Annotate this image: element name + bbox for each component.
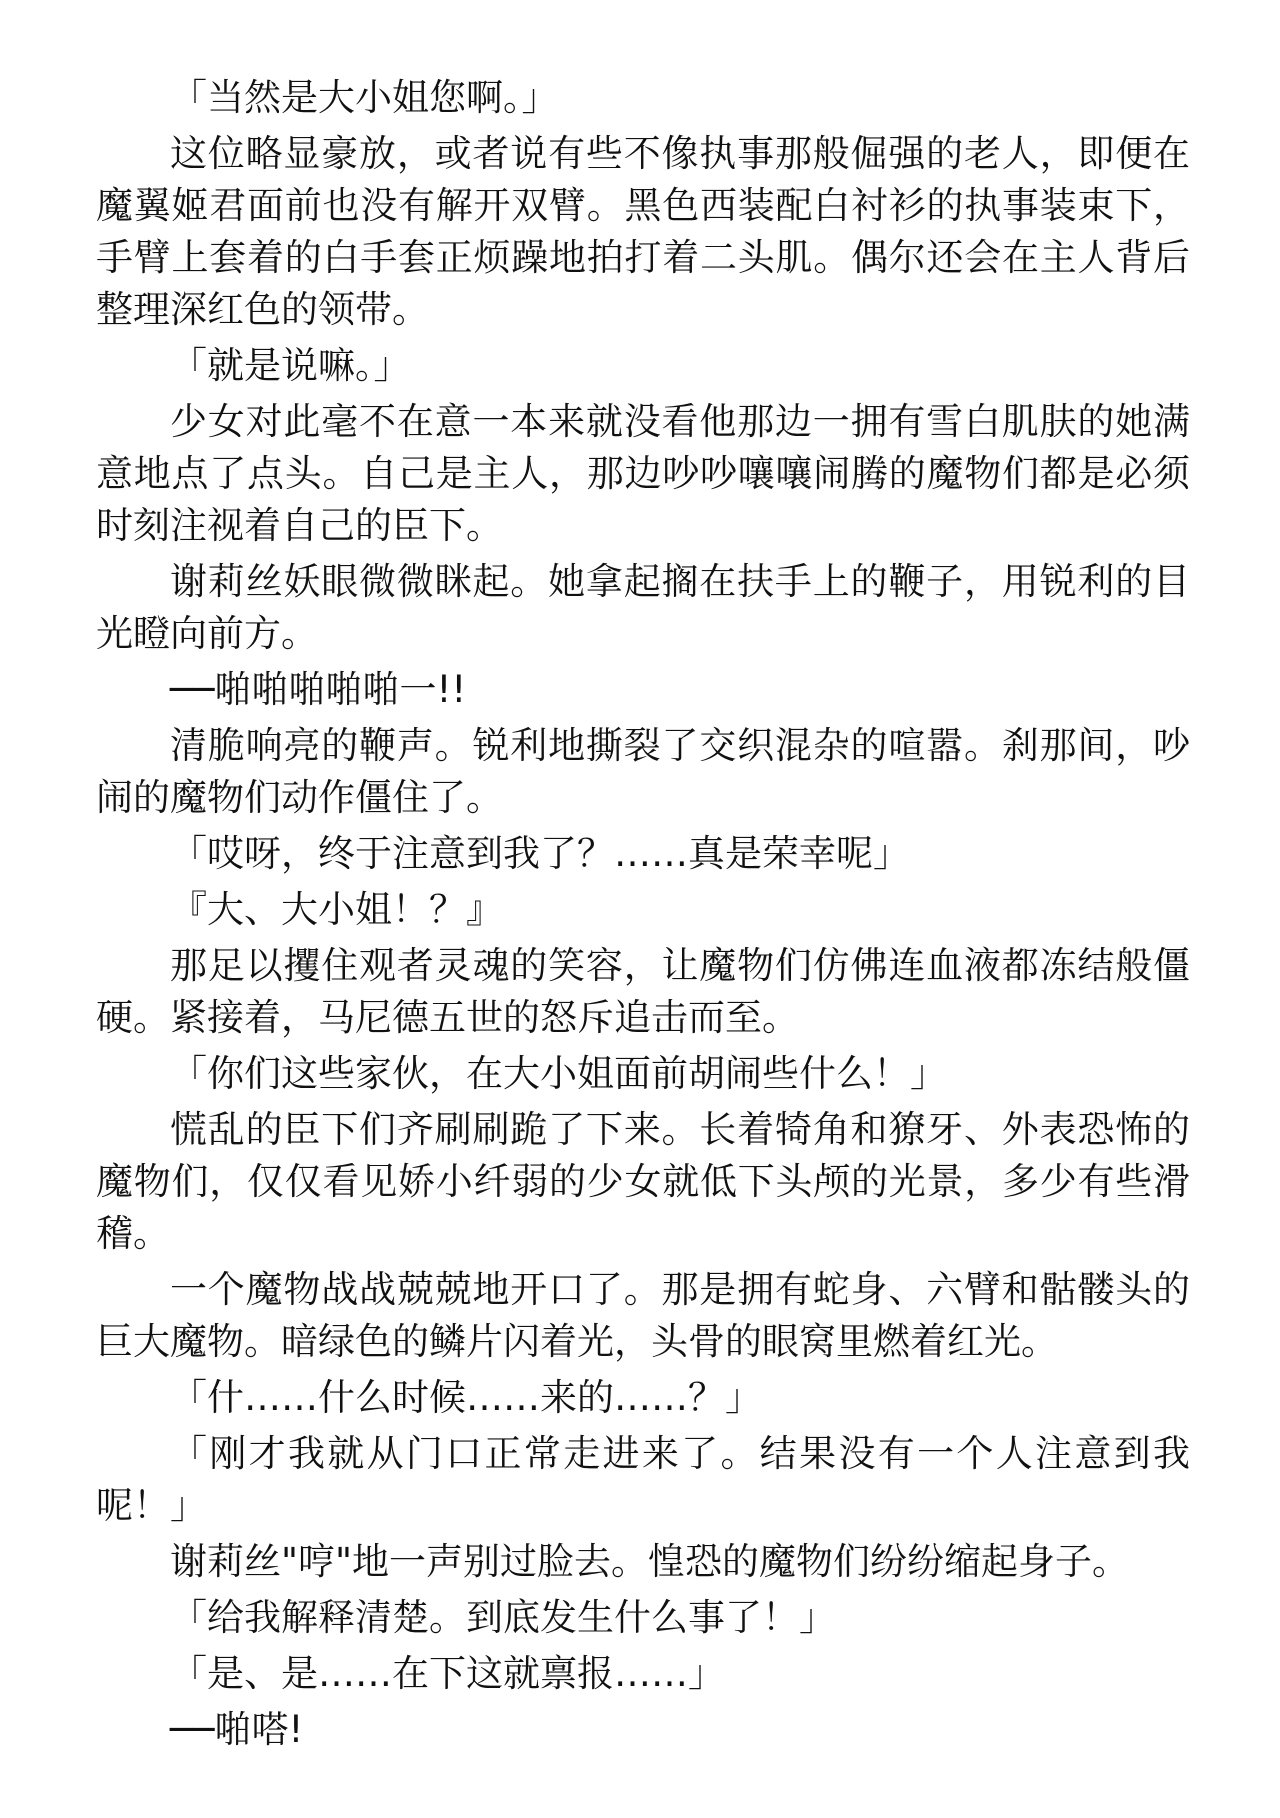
- paragraph: 谢莉丝"哼"地一声别过脸去。惶恐的魔物们纷纷缩起身子。: [170, 1540, 1130, 1583]
- paragraph: 「刚才我就从门口正常走进来了。结果没有一个人注意到我呢！」: [96, 1432, 1190, 1527]
- paragraph: 慌乱的臣下们齐刷刷跪了下来。长着犄角和獠牙、外表恐怖的魔物们，仅仅看见娇小纤弱的少女就低下头颅的光景，多少有些滑稽。: [96, 1108, 1190, 1255]
- paragraph: 谢莉丝妖眼微微眯起。她拿起搁在扶手上的鞭子，用锐利的目光瞪向前方。: [96, 560, 1190, 655]
- paragraph: 清脆响亮的鞭声。锐利地撕裂了交织混杂的喧嚣。刹那间，吵闹的魔物们动作僵住了。: [96, 724, 1190, 819]
- paragraph: 一个魔物战战兢兢地开口了。那是拥有蛇身、六臂和骷髅头的巨大魔物。暗绿色的鳞片闪着光，头骨的眼窝里燃着红光。: [96, 1268, 1190, 1363]
- paragraph: 『大、大小姐！？』: [170, 888, 503, 931]
- paragraph: 「当然是大小姐您啊。」: [170, 76, 559, 119]
- paragraph: 「什……什么时候……来的……？」: [170, 1376, 762, 1419]
- paragraph: 「哎呀，终于注意到我了？……真是荣幸呢」: [170, 832, 910, 875]
- paragraph: 「你们这些家伙，在大小姐面前胡闹些什么！」: [170, 1052, 947, 1095]
- paragraph: 这位略显豪放，或者说有些不像执事那般倔强的老人，即便在魔翼姬君面前也没有解开双臂。黑色西装配白衬衫的执事装束下，手臂上套着的白手套正烦躁地拍打着二头肌。偶尔还会在主人背后整理深红色的领带。: [96, 132, 1190, 331]
- document-page: [96, 72, 1190, 1756]
- paragraph: 「是、是……在下这就禀报……」: [170, 1652, 725, 1695]
- paragraph: 「就是说嘛。」: [170, 344, 411, 387]
- paragraph: 那足以攫住观者灵魂的笑容，让魔物们仿佛连血液都冻结般僵硬。紧接着，马尼德五世的怒斥追击而至。: [96, 944, 1190, 1039]
- paragraph: ──啪嗒!: [170, 1708, 304, 1751]
- paragraph: 「给我解释清楚。到底发生什么事了！」: [170, 1596, 836, 1639]
- paragraph: 少女对此毫不在意一本来就没看他那边一拥有雪白肌肤的她满意地点了点头。自己是主人，那边吵吵嚷嚷闹腾的魔物们都是必须时刻注视着自己的臣下。: [96, 400, 1190, 547]
- paragraph: ──啪啪啪啪啪一!!: [170, 668, 467, 711]
